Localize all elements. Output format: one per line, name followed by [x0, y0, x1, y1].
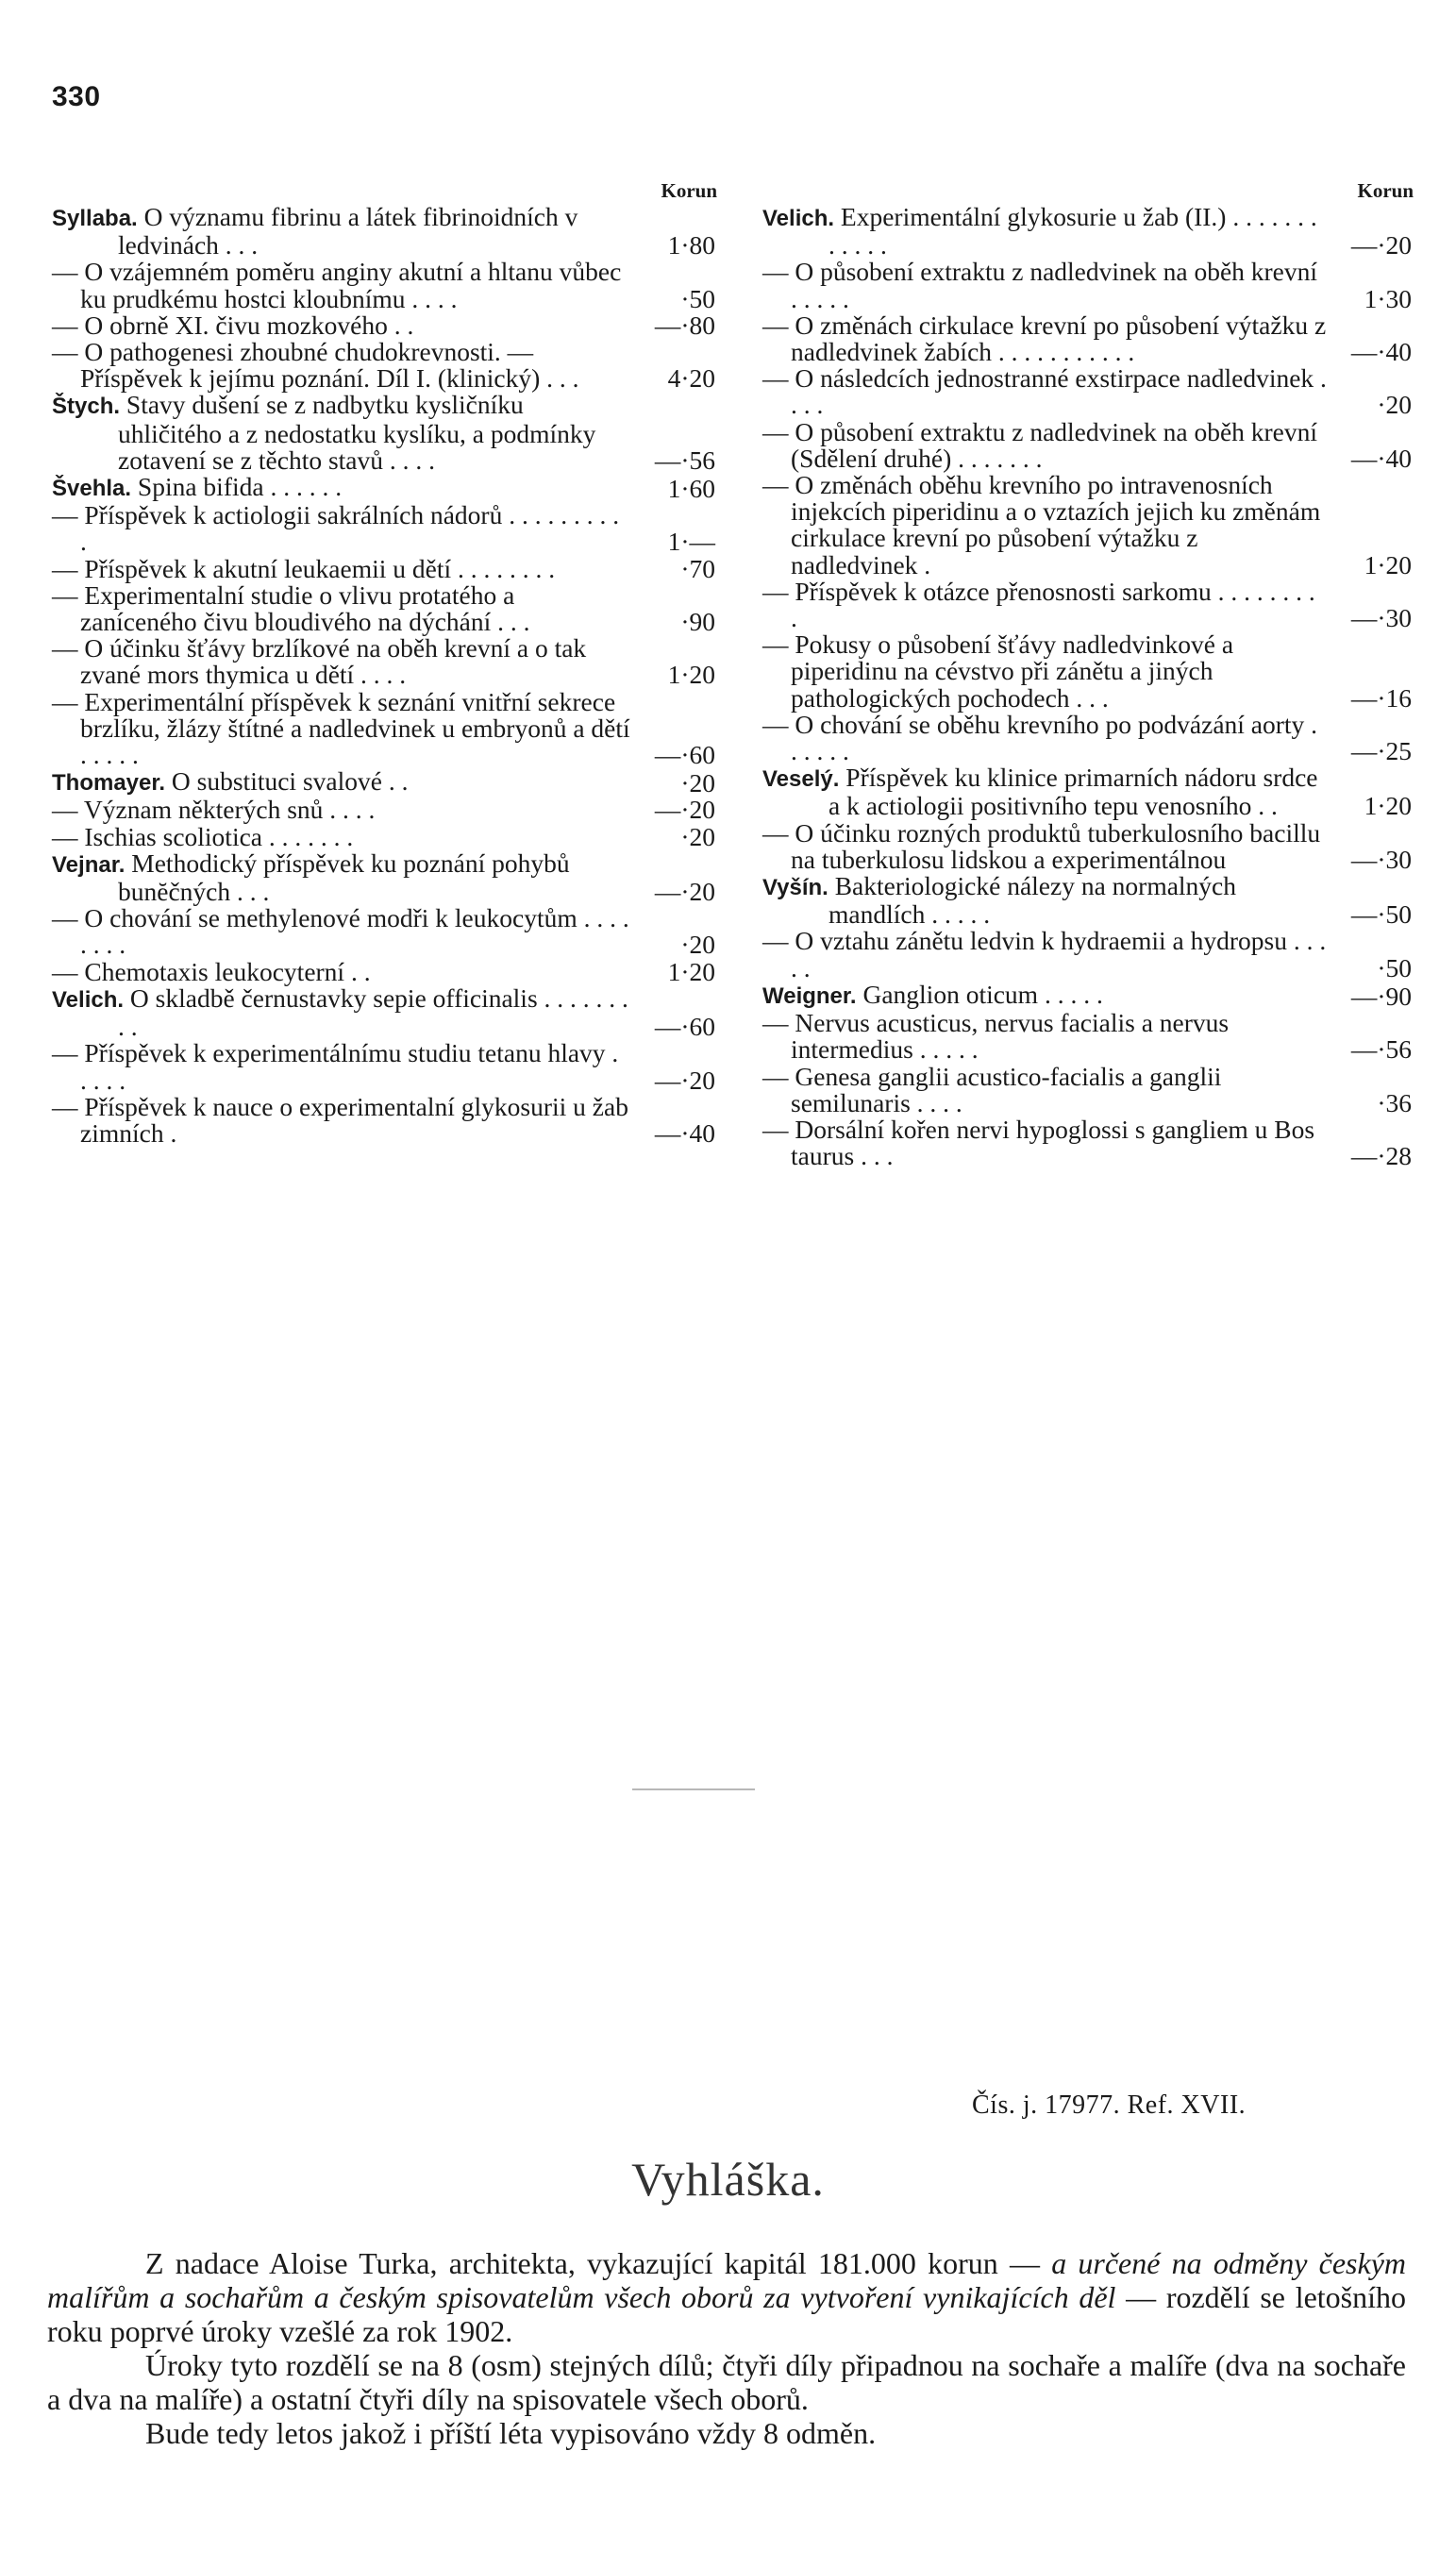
page-number: 330 [52, 81, 101, 112]
notice-paragraph-3: Bude tedy letos jakož i příští léta vypisováno vždy 8 odměn. [145, 2416, 877, 2450]
notice-paragraph-1 [47, 2246, 1406, 2348]
entry-list [52, 204, 717, 1147]
notice-text: — rozdělí se letošního roku poprvé úroky vzešlé za rok 1902. [47, 2280, 1407, 2348]
entry-price: ·70 [680, 553, 715, 583]
notice-text: Z nadace Aloise Turka, architekta, vykazující kapitál 181.000 korun — [145, 2246, 1040, 2280]
list-item [52, 339, 717, 392]
list-item [52, 259, 717, 311]
list-item [762, 312, 1414, 365]
entry-text [762, 576, 1327, 633]
entry-price: —·20 [1350, 230, 1412, 260]
entry-title: Nervus acusticus, nervus facialis a nervus intermedius . . . . . [791, 1008, 1230, 1065]
entry-author: — [52, 795, 78, 825]
entry-title: O významu fibrinu a látek fibrinoidních v ledvinách . . . [118, 202, 578, 260]
entry-text [52, 686, 630, 770]
entry-title: O vzájemném poměru anginy akutní a hltanu vůbec ku prudkému hostci kloubnímu . . . . [80, 257, 622, 313]
entry-text [762, 709, 1327, 766]
list-item [762, 416, 1414, 473]
list-item [762, 204, 1414, 259]
entry-price: 1·20 [667, 956, 715, 986]
currency-header: Korun [661, 179, 717, 202]
entry-text [52, 1040, 630, 1093]
list-item [762, 928, 1414, 981]
entry-price: —·16 [1350, 682, 1412, 713]
entry-author: — [52, 337, 78, 367]
list-item [52, 1091, 717, 1148]
entry-title: O chování se methylenové modři k leukocytům . . . . . . . . [80, 903, 629, 960]
entry-title: Příspěvek k experimentálnímu studiu tetanu hlavy . . . . . [80, 1038, 619, 1095]
entry-text [52, 797, 630, 823]
list-item [52, 797, 717, 823]
reference-number: Čís. j. 17977. Ref. XVII. [972, 2090, 1247, 2120]
list-item [52, 905, 717, 958]
entry-author: — [762, 363, 789, 394]
list-item [52, 392, 717, 474]
entry-author: — [52, 257, 78, 287]
entry-title: Stavy dušení se z nadbytku kysličníku uhličitého a z nedostatku kyslíku, a podmínky zotavení se z těchto stavů . . . . [118, 390, 596, 475]
entry-title: Význam některých snů . . . . [83, 795, 376, 825]
entry-title: Experimentalní studie o vlivu protatého a zaníceného čivu bloudivého na dýchání . . . [80, 579, 530, 637]
notice-heading: Vyhláška. [631, 2153, 825, 2206]
entry-author: — [762, 709, 789, 739]
entry-author: — [52, 1038, 78, 1068]
entry-title: O změnách cirkulace krevní po působení výtažku z nadledvinek žabích . . . . . . . . . . . [791, 310, 1327, 367]
entry-price: —·90 [1350, 981, 1412, 1011]
entry-text [762, 312, 1327, 365]
entry-title: Ganglion oticum . . . . . [862, 979, 1103, 1009]
entry-text [52, 905, 630, 958]
entry-text [52, 1091, 630, 1148]
list-item [762, 472, 1414, 579]
list-item [762, 873, 1414, 928]
entry-price: ·50 [1377, 952, 1412, 982]
entry-author: Velich. [762, 206, 835, 231]
entry-author: Veselý. [762, 766, 840, 793]
entry-author: — [52, 686, 78, 716]
section-divider [632, 1788, 755, 1790]
entry-price: ·50 [680, 283, 715, 313]
entry-title: Dorsální kořen nervi hypoglossi s gangliem u Bos taurus . . . [791, 1114, 1315, 1171]
entry-text [762, 416, 1327, 473]
entry-text [52, 502, 630, 555]
entry-text [52, 982, 630, 1042]
list-item [52, 312, 717, 339]
entry-author: — [52, 310, 78, 340]
entry-title: O obrně XI. čivu mozkového . . [84, 310, 414, 340]
entry-author: Velich. [52, 986, 125, 1013]
entry-title: O účinku rozných produktů tuberkulosního bacillu na tuberkulosu lidskou a experimentálnou [791, 817, 1321, 874]
entry-price: ·20 [1377, 390, 1412, 420]
entry-author: Vyšín. [762, 875, 828, 901]
entry-title: O chování se oběhu krevního po podvázání aorty . . . . . . [791, 709, 1318, 766]
entry-author: — [52, 500, 78, 530]
entry-price: —·30 [1350, 844, 1412, 874]
entry-author: — [52, 579, 78, 610]
list-item [762, 709, 1414, 766]
entry-price: —·60 [654, 1012, 715, 1042]
entry-price: ·20 [680, 768, 715, 798]
notice-paragraph-2: Úroky tyto rozdělí se na 8 (osm) stejných dílů; čtyři díly připadnou na sochaře a malíře (dva na sochaře a dva na malíře) a ostatní čtyři díly na spisovatele všech oborů. [47, 2348, 1406, 2416]
entry-title: Experimentální příspěvek k seznání vnitřní sekrece brzlíku, žlázy štítné a nadledvinek u embryonů a dětí . . . . . [80, 686, 630, 770]
entry-price: —·30 [1350, 603, 1412, 633]
entry-price: —·25 [1350, 736, 1412, 766]
entry-price: 1·— [667, 527, 715, 557]
entry-price: —·50 [1350, 899, 1412, 930]
entry-text [762, 873, 1327, 928]
entry-price: —·56 [654, 445, 715, 475]
entry-title: O působení extraktu z nadledvinek na oběh krevní . . . . . [791, 257, 1318, 313]
entry-author: — [762, 817, 789, 848]
list-item [52, 686, 717, 770]
entry-title: O působení extraktu z nadledvinek na oběh krevní (Sdělení druhé) . . . . . . . [791, 416, 1318, 473]
entry-price: 4·20 [667, 363, 715, 394]
entry-title: Spina bifida . . . . . . [137, 472, 343, 502]
entry-text [762, 204, 1327, 259]
entry-author: Štych. [52, 394, 121, 420]
list-item [762, 979, 1414, 1011]
entry-author: — [762, 576, 789, 606]
list-item [762, 764, 1414, 819]
entry-text [762, 1116, 1327, 1169]
price-list-left-column [52, 177, 717, 1147]
entry-author: Weigner. [762, 982, 857, 1009]
list-item [52, 768, 717, 797]
entry-price: 1·20 [1364, 549, 1412, 579]
entry-author: — [762, 257, 789, 287]
entry-author: Thomayer. [52, 770, 166, 797]
entry-price: 1·20 [667, 660, 715, 690]
entry-text [52, 821, 630, 851]
list-item [52, 579, 717, 637]
list-item [52, 553, 717, 583]
entry-text [52, 259, 630, 311]
list-item [52, 956, 717, 986]
list-item [762, 817, 1414, 874]
entry-author: — [52, 903, 78, 933]
list-item [52, 850, 717, 905]
entry-text [52, 850, 630, 905]
list-item [762, 259, 1414, 311]
entry-title: Methodický příspěvek ku poznání pohybů bunĕčných . . . [118, 848, 570, 907]
entry-title: O změnách oběhu krevního po intravenosních injekcích piperidinu a o vztazích jejich ku změnám cirkulace krevní po působení výtažku z nadledvinek . [791, 470, 1321, 579]
entry-price: —·80 [654, 310, 715, 340]
entry-text [52, 768, 630, 797]
entry-price: —·40 [654, 1117, 715, 1148]
entry-price: ·20 [680, 821, 715, 851]
entry-text [52, 635, 630, 688]
entry-price: ·20 [680, 930, 715, 960]
entry-price: 1·60 [667, 474, 715, 504]
entry-author: — [762, 470, 789, 500]
entry-title: O pathogenesi zhoubné chudokrevnosti. — Příspěvek k jejímu poznání. Díl I. (klinický) . . . [80, 337, 579, 394]
list-item [762, 1010, 1414, 1063]
entry-author: — [52, 821, 78, 851]
entry-title: Příspěvek k actiologii sakrálních nádorů . . . . . . . . . . [80, 500, 620, 557]
list-item [52, 474, 717, 502]
entry-author: — [762, 926, 789, 956]
entry-price: ·36 [1377, 1087, 1412, 1117]
entry-text [762, 817, 1327, 874]
list-item [762, 365, 1414, 418]
entry-text [52, 312, 630, 339]
entry-text [762, 472, 1327, 579]
entry-text [52, 956, 630, 986]
list-item [762, 1061, 1414, 1117]
entry-author: Vejnar. [52, 851, 126, 878]
entry-title: Genesa ganglii acustico-facialis a ganglii semilunaris . . . . [791, 1061, 1222, 1117]
entry-text [762, 979, 1327, 1010]
entry-author: — [762, 1008, 789, 1038]
list-item [52, 502, 717, 555]
list-item [52, 204, 717, 259]
entry-price: 1·20 [1364, 791, 1412, 821]
entry-author: — [762, 1061, 789, 1091]
entry-text [762, 631, 1327, 712]
list-item [762, 576, 1414, 633]
entry-text [52, 579, 630, 637]
entry-text [762, 1061, 1327, 1117]
entry-author: — [52, 633, 78, 663]
list-item [52, 821, 717, 851]
entry-text [762, 764, 1327, 819]
currency-header: Korun [1357, 179, 1414, 202]
list-item [52, 635, 717, 688]
entry-text [52, 204, 630, 259]
entry-price: —·60 [654, 740, 715, 770]
entry-author: — [52, 553, 78, 583]
list-item [762, 631, 1414, 712]
entry-price: —·20 [654, 1065, 715, 1095]
entry-price: 1·80 [667, 230, 715, 260]
list-item [52, 1040, 717, 1093]
entry-title: O skladbě černustavky sepie officinalis . . . . . . . . . [118, 982, 628, 1042]
entry-title: O následcích jednostranné exstirpace nadledvinek . . . . [791, 363, 1327, 420]
entry-author: — [52, 956, 78, 986]
list-item [762, 1116, 1414, 1169]
entry-text [762, 259, 1327, 311]
entry-text [762, 1010, 1327, 1063]
entry-author: — [52, 1091, 78, 1121]
entry-price: —·28 [1350, 1141, 1412, 1171]
entry-author: — [762, 310, 789, 340]
entry-list [762, 204, 1414, 1169]
entry-title: O účinku šťávy brzlíkové na oběh krevní a o tak zvané mors thymica u dětí . . . . [80, 633, 587, 690]
entry-title: Příspěvek k otázce přenosnosti sarkomu . . . . . . . . . [791, 576, 1315, 633]
entry-text [762, 928, 1327, 981]
entry-author: Švehla. [52, 476, 132, 502]
entry-price: —·40 [1350, 337, 1412, 367]
entry-author: — [762, 1114, 789, 1144]
entry-title: Chemotaxis leukocyterní . . [84, 956, 371, 986]
entry-title: Pokusy o působení šťávy nadledvinkové a piperidinu na cévstvo při zánětu a jiných pathologických pochodech . . . [791, 630, 1234, 713]
entry-title: O vztahu zánětu ledvin k hydraemii a hydropsu . . . . . [791, 926, 1327, 982]
list-item [52, 982, 717, 1042]
entry-author: — [762, 416, 789, 446]
entry-text [52, 392, 630, 474]
entry-text [762, 365, 1327, 418]
price-list-right-column [762, 177, 1414, 1169]
entry-author: — [762, 630, 789, 660]
entry-title: Bakteriologické nálezy na normalných mandlích . . . . . [828, 871, 1237, 930]
entry-price: 1·30 [1364, 283, 1412, 313]
entry-price: ·90 [680, 607, 715, 637]
notice-italic-text: a určené na odměny českým malířům a sochařům a českým spisovatelům všech oborů za vytvoření vynikajících děl [47, 2246, 1407, 2314]
entry-price: —·56 [1350, 1034, 1412, 1065]
entry-author: Syllaba. [52, 206, 138, 231]
entry-text [52, 339, 630, 392]
entry-title: Ischias scoliotica . . . . . . . [84, 821, 354, 851]
entry-title: Příspěvek k akutní leukaemii u dětí . . . . . . . . [84, 553, 556, 583]
entry-text [52, 553, 630, 583]
entry-title: Příspěvek ku klinice primarních nádoru srdce a k actiologii positivního tepu venosního . . [828, 763, 1318, 821]
entry-title: Příspěvek k nauce o experimentalní glykosurii u žab zimních . [80, 1091, 628, 1148]
entry-title: Experimentální glykosurie u žab (II.) . . . . . . . . . . . . [828, 202, 1317, 260]
entry-price: —·40 [1350, 443, 1412, 473]
entry-text [52, 474, 630, 502]
entry-title: O substituci svalové . . [171, 766, 409, 797]
notice-body [47, 2246, 1406, 2450]
entry-price: —·20 [654, 877, 715, 907]
entry-price: —·20 [654, 795, 715, 825]
